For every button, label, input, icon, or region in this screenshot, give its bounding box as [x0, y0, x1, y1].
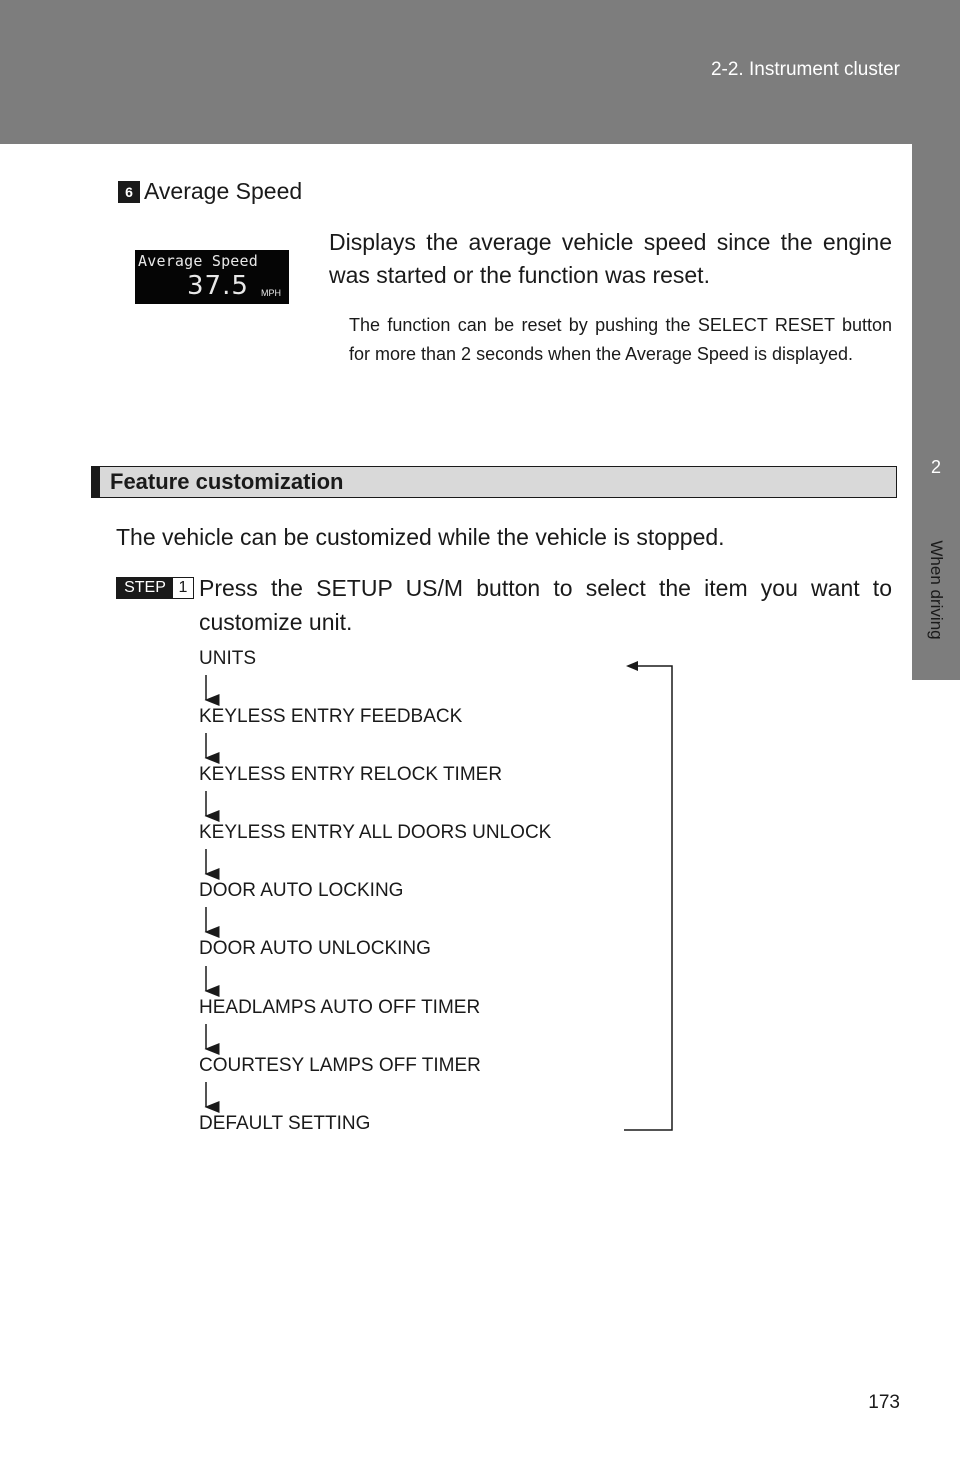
loop-back-arrow-icon — [624, 666, 672, 1130]
item-title: Average Speed — [144, 178, 303, 204]
section-heading-text: Feature customization — [110, 469, 344, 494]
flow-item: KEYLESS ENTRY FEEDBACK — [199, 706, 463, 727]
flow-item: COURTESY LAMPS OFF TIMER — [199, 1055, 481, 1076]
chapter-tab: 2 — [912, 416, 960, 518]
flow-item: DOOR AUTO UNLOCKING — [199, 938, 431, 959]
item-description: Displays the average vehicle speed since the engine was started or the function was reset. — [329, 229, 892, 288]
chapter-label: When driving — [927, 540, 946, 640]
step-text: Press the SETUP US/M button to select the item you want to customize unit. — [199, 575, 892, 635]
item-number-badge: 6 — [118, 181, 140, 203]
item-note: The function can be reset by pushing the SELECT RESET button for more than 2 seconds when the Average Speed is displayed. — [349, 315, 892, 364]
section-intro: The vehicle can be customized while the vehicle is stopped. — [116, 524, 725, 550]
flow-item: DOOR AUTO LOCKING — [199, 880, 404, 901]
display-unit: MPH — [261, 288, 281, 298]
display-title: Average Speed — [138, 252, 258, 270]
flow-item: HEADLAMPS AUTO OFF TIMER — [199, 997, 481, 1018]
display-value: 37.5 — [187, 271, 249, 301]
page-number: 173 — [868, 1392, 900, 1413]
step-label: STEP — [117, 578, 173, 598]
section-label: 2-2. Instrument cluster — [710, 59, 900, 80]
flow-item: KEYLESS ENTRY RELOCK TIMER — [199, 764, 503, 785]
flow-item: KEYLESS ENTRY ALL DOORS UNLOCK — [199, 822, 552, 843]
left-arrowhead-icon — [626, 661, 638, 671]
flow-item: DEFAULT SETTING — [199, 1113, 371, 1134]
step-number: 1 — [173, 578, 193, 598]
flow-item: UNITS — [199, 648, 256, 669]
